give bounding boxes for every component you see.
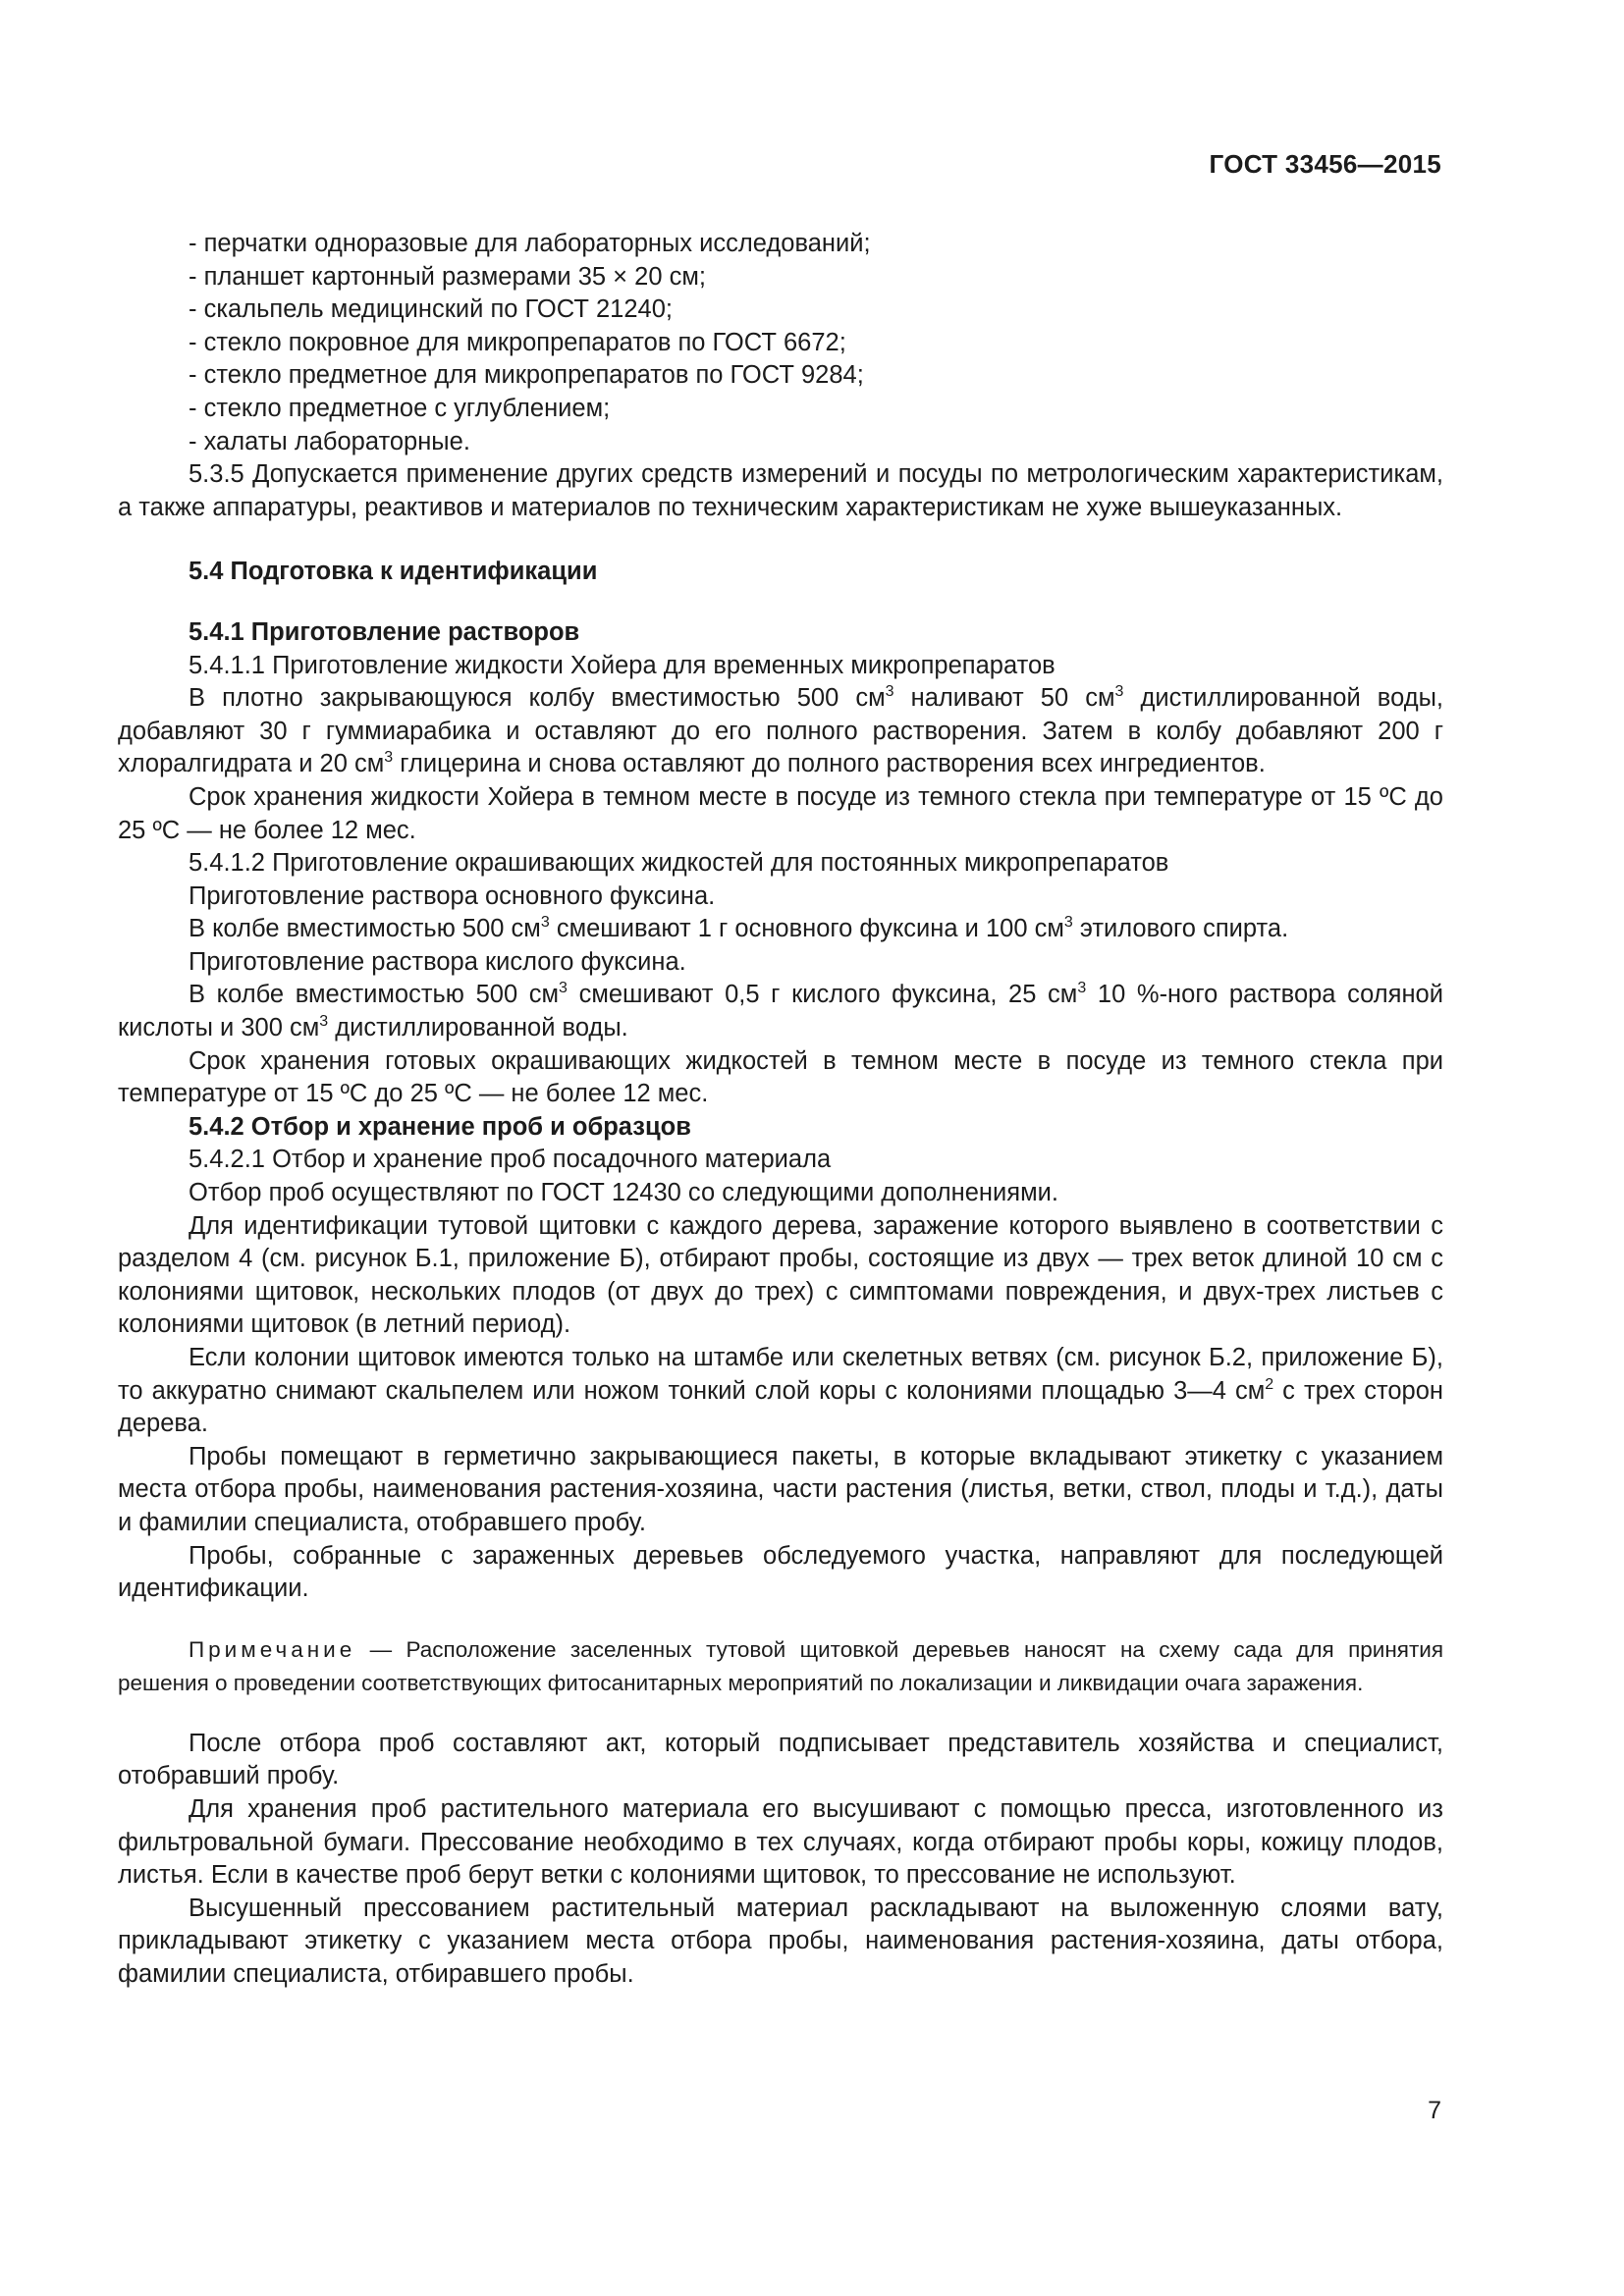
paragraph-acid-fuchsin: В колбе вместимостью 500 $см^3$ смешивают 0,5 г кислого фуксина, 25 $см^3$ 10 %-ного раствора соляной кислоты и 300 $см^3$ дистиллированной воды. bbox=[118, 980, 1443, 1042]
paragraph-5-4-1-1: 5.4.1.1 Приготовление жидкости Хойера для временных микропрепаратов bbox=[189, 651, 1056, 679]
list-item: - перчатки одноразовые для лабораторных исследований; bbox=[189, 230, 871, 257]
list-item: - стекло покровное для микропрепаратов по ГОСТ 6672; bbox=[189, 328, 846, 356]
list-item: - стекло предметное для микропрепаратов по ГОСТ 9284; bbox=[189, 361, 864, 390]
paragraph-5-3-5: 5.3.5 Допускается применение других средств измерений и посуды по метрологическим характеристикам, а также аппаратуры, реактивов и материалов по техническим характеристикам не хуже вышеуказанных. bbox=[118, 460, 1443, 521]
paragraph-press: Для хранения проб растительного материала его высушивают с помощью пресса, изготовленного из фильтровальной бумаги. Прессование необходимо в тех случаях, когда отбирают пробы коры, кожицу плодов, листья. Если в качестве проб берут ветки с колониями щитовок, то прессование не используют. bbox=[118, 1794, 1443, 1890]
paragraph-collected: Пробы, собранные с зараженных деревьев обследуемого участка, направляют для последующей идентификации. bbox=[118, 1541, 1443, 1603]
section-heading-5-4-2: 5.4.2 Отбор и хранение проб и образцов bbox=[189, 1112, 691, 1141]
list-item: - скальпель медицинский по ГОСТ 21240; bbox=[189, 295, 673, 324]
document-body bbox=[118, 228, 1443, 1992]
paragraph-hoyer-preparation: В плотно закрывающуюся колбу вместимостью 500 $см^3$ наливают 50 $см^3$ дистиллированной воды, добавляют 30 г гуммиарабика и оставляют до его полного растворения. Затем в колбу добавляют 200 г хлоралгидрата и 20 $см^3$ глицерина и снова оставляют до полного растворения всех ингредиентов. bbox=[118, 683, 1443, 778]
page-number: 7 bbox=[1428, 2097, 1441, 2124]
note-text: — Расположение заселенных тутовой щитовкой деревьев наносят на схему сада для принятия решения о проведении соответствующих фитосанитарных мероприятий по локализации и ликвидации очага заражения. bbox=[118, 1636, 1443, 1695]
paragraph-basic-fuchsin: В колбе вместимостью 500 $см^3$ смешивают 1 г основного фуксина и 100 $см^3$ этилового спирта. bbox=[189, 914, 1289, 943]
paragraph-basic-fuchsin-title: Приготовление раствора основного фуксина. bbox=[189, 881, 716, 910]
paragraph-acid-fuchsin-title: Приготовление раствора кислого фуксина. bbox=[189, 947, 686, 976]
document-code-header: ГОСТ 33456—2015 bbox=[1209, 149, 1441, 179]
paragraph-dye-storage: Срок хранения готовых окрашивающих жидкостей в темном месте в посуде из темного стекла при температуре от 15 ºС до 25 ºС — не более 12 мес. bbox=[118, 1046, 1443, 1108]
section-heading-5-4-1: 5.4.1 Приготовление растворов bbox=[189, 617, 580, 646]
list-item: - халаты лабораторные. bbox=[189, 427, 470, 455]
list-item: - планшет картонный размерами 35 × 20 см; bbox=[189, 262, 706, 291]
note bbox=[118, 1633, 1443, 1700]
section-heading-5-4: 5.4 Подготовка к идентификации bbox=[189, 558, 598, 586]
paragraph-identification: Для идентификации тутовой щитовки с каждого дерева, заражение которого выявлено в соответствии с разделом 4 (см. рисунок Б.1, приложение Б), отбирают пробы, состоящие из двух — трех веток длиной 10 см с колониями щитовок, нескольких плодов (от двух до трех) с симптомами повреждения, и двух-трех листьев с колониями щитовок (в летний период). bbox=[118, 1211, 1443, 1339]
paragraph-dried: Высушенный прессованием растительный материал раскладывают на выложенную слоями вату, прикладывают этикетку с указанием места отбора пробы, наименования растения-хозяина, даты отбора, фамилии специалиста, отбиравшего пробы. bbox=[118, 1894, 1443, 1988]
paragraph-5-4-1-2: 5.4.1.2 Приготовление окрашивающих жидкостей для постоянных микропрепаратов bbox=[189, 849, 1169, 878]
paragraph-hoyer-storage: Срок хранения жидкости Хойера в темном месте в посуде из темного стекла при температуре от 15 ºС до 25 ºС — не более 12 мес. bbox=[118, 782, 1443, 844]
paragraph-sampling: Отбор проб осуществляют по ГОСТ 12430 со следующими дополнениями. bbox=[189, 1179, 1058, 1207]
paragraph-packets: Пробы помещают в герметично закрывающиеся пакеты, в которые вкладывают этикетку с указанием места отбора пробы, наименования растения-хозяина, части растения (листья, ветки, ствол, плоды и т.д.), даты и фамилии специалиста, отобравшего пробу. bbox=[118, 1442, 1443, 1536]
paragraph-act: После отбора проб составляют акт, который подписывает представитель хозяйства и специалист, отобравший пробу. bbox=[118, 1729, 1443, 1790]
list-item: - стекло предметное с углублением; bbox=[189, 394, 611, 422]
note-label: Примечание bbox=[189, 1636, 356, 1662]
paragraph-5-4-2-1: 5.4.2.1 Отбор и хранение проб посадочного материала bbox=[189, 1146, 832, 1174]
paragraph-colonies: Если колонии щитовок имеются только на штамбе или скелетных ветвях (см. рисунок Б.2, приложение Б), то аккуратно снимают скальпелем или ножом тонкий слой коры с колониями площадью 3—4 $см^2$ с трех сторон дерева. bbox=[118, 1344, 1443, 1438]
